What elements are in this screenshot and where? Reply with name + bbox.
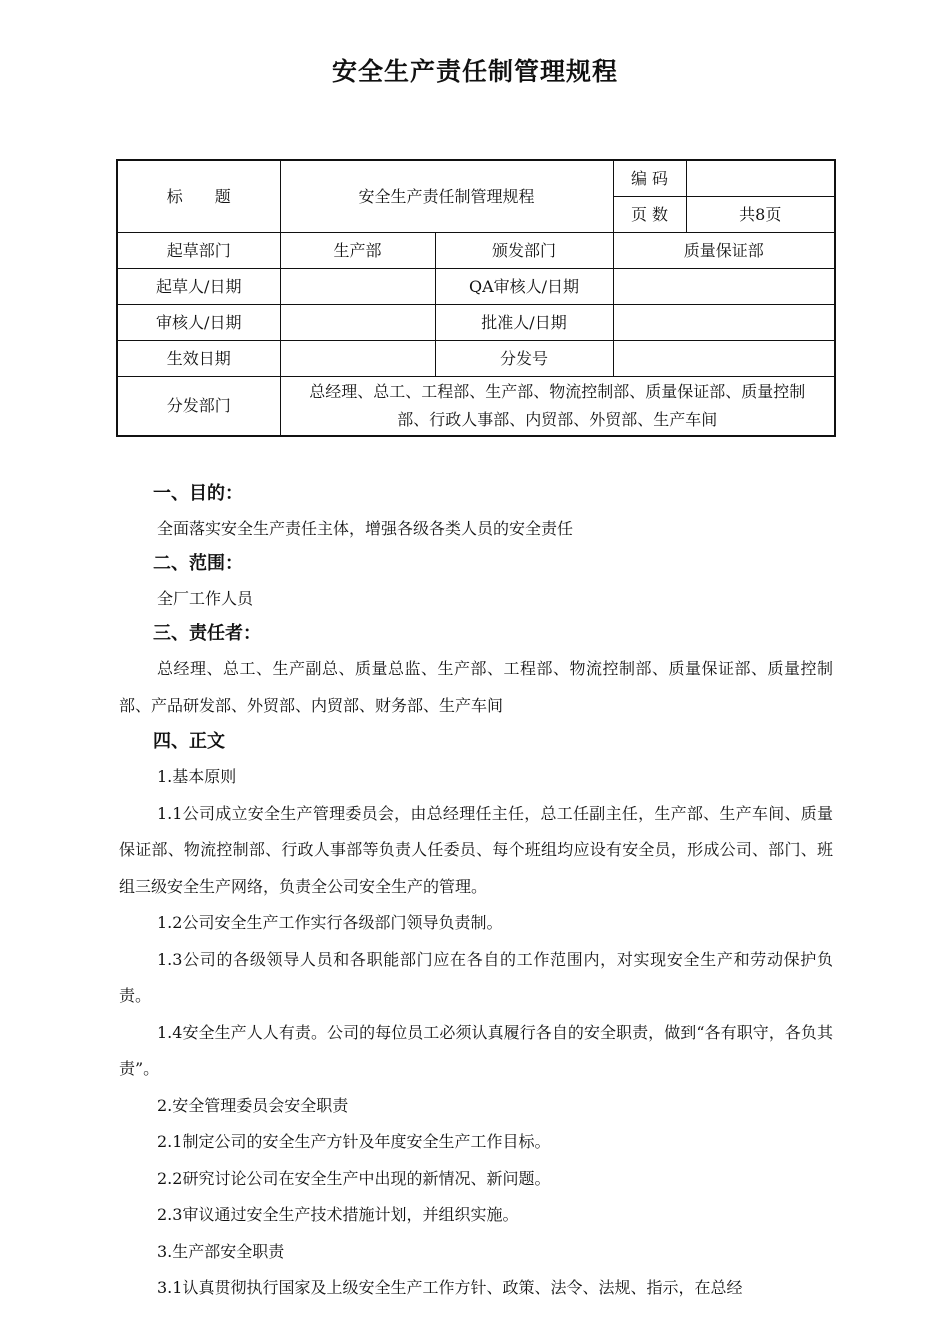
title-label: 标 题 (117, 160, 280, 233)
purpose-text: 全面落实安全生产责任主体，增强各级各类人员的安全责任 (157, 519, 574, 538)
paragraph-1-4: 1.4安全生产人人有责。公司的每位员工必须认真履行各自的安全职责，做到“各有职守，各负其责”。 (119, 1022, 833, 1078)
document-body (119, 476, 833, 1307)
draft-dept-label: 起草部门 (117, 233, 280, 269)
responsible-text: 总经理、总工、生产副总、质量总监、生产部、工程部、物流控制部、质量保证部、质量控制部、产品研发部、外贸部、内贸部、财务部、生产车间 (119, 659, 833, 715)
scope-text: 全厂工作人员 (157, 589, 254, 608)
reviewer-value (280, 305, 435, 341)
paragraph-3: 3.生产部安全职责 (157, 1241, 285, 1261)
approver-label: 批准人/日期 (435, 305, 613, 341)
paragraph-2-1: 2.1制定公司的安全生产方针及年度安全生产工作目标。 (157, 1132, 551, 1151)
document-title: 安全生产责任制管理规程 (331, 57, 618, 86)
paragraph-2-2: 2.2研究讨论公司在安全生产中出现的新情况、新问题。 (157, 1168, 551, 1188)
paragraph-1-1: 1.1公司成立安全生产管理委员会，由总经理任主任，总工任副主任，生产部、生产车间、质量保证部、物流控制部、行政人事部等负责人任委员、每个班组均应设有安全员，形成公司、部门、班组三级安全生产网络，负责全公司安全生产的管理。 (119, 803, 833, 896)
document-header-table (116, 159, 836, 437)
paragraph-1: 1.基本原则 (157, 767, 237, 786)
dist-no-value (613, 341, 835, 377)
paragraph-1-3: 1.3公司的各级领导人员和各职能部门应在各自的工作范围内，对实现安全生产和劳动保护负责。 (119, 949, 833, 1005)
pages-value: 共8页 (686, 197, 835, 233)
pages-label: 页 数 (613, 197, 686, 233)
qa-reviewer-value (613, 269, 835, 305)
code-label: 编 码 (613, 160, 686, 197)
code-value (686, 160, 835, 197)
dist-dept-line-2: 部、行政人事部、内贸部、外贸部、生产车间 (397, 410, 718, 429)
dist-no-label: 分发号 (435, 341, 613, 377)
issue-dept-value: 质量保证部 (613, 233, 835, 269)
title-value: 安全生产责任制管理规程 (280, 160, 613, 233)
purpose-heading: 一、目的： (153, 483, 243, 504)
dist-dept-line-1: 总经理、总工、工程部、生产部、物流控制部、质量保证部、质量控制 (309, 382, 806, 401)
effective-date-value (280, 341, 435, 377)
approver-value (613, 305, 835, 341)
drafter-value (280, 269, 435, 305)
dist-dept-label: 分发部门 (117, 377, 280, 437)
body-heading: 四、正文 (153, 731, 225, 752)
issue-dept-label: 颁发部门 (435, 233, 613, 269)
dist-dept-value (280, 377, 835, 437)
drafter-label: 起草人/日期 (117, 269, 280, 305)
scope-heading: 二、范围： (153, 553, 243, 574)
qa-reviewer-label: QA审核人/日期 (435, 269, 613, 305)
paragraph-3-1: 3.1认真贯彻执行国家及上级安全生产工作方针、政策、法令、法规、指示，在总经 (157, 1278, 743, 1297)
effective-date-label: 生效日期 (117, 341, 280, 377)
paragraph-1-2: 1.2公司安全生产工作实行各级部门领导负责制。 (157, 913, 503, 932)
draft-dept-value: 生产部 (280, 233, 435, 269)
responsible-heading: 三、责任者： (153, 623, 261, 644)
reviewer-label: 审核人/日期 (117, 305, 280, 341)
paragraph-2: 2.安全管理委员会安全职责 (157, 1095, 349, 1115)
paragraph-2-3: 2.3审议通过安全生产技术措施计划，并组织实施。 (157, 1205, 519, 1224)
